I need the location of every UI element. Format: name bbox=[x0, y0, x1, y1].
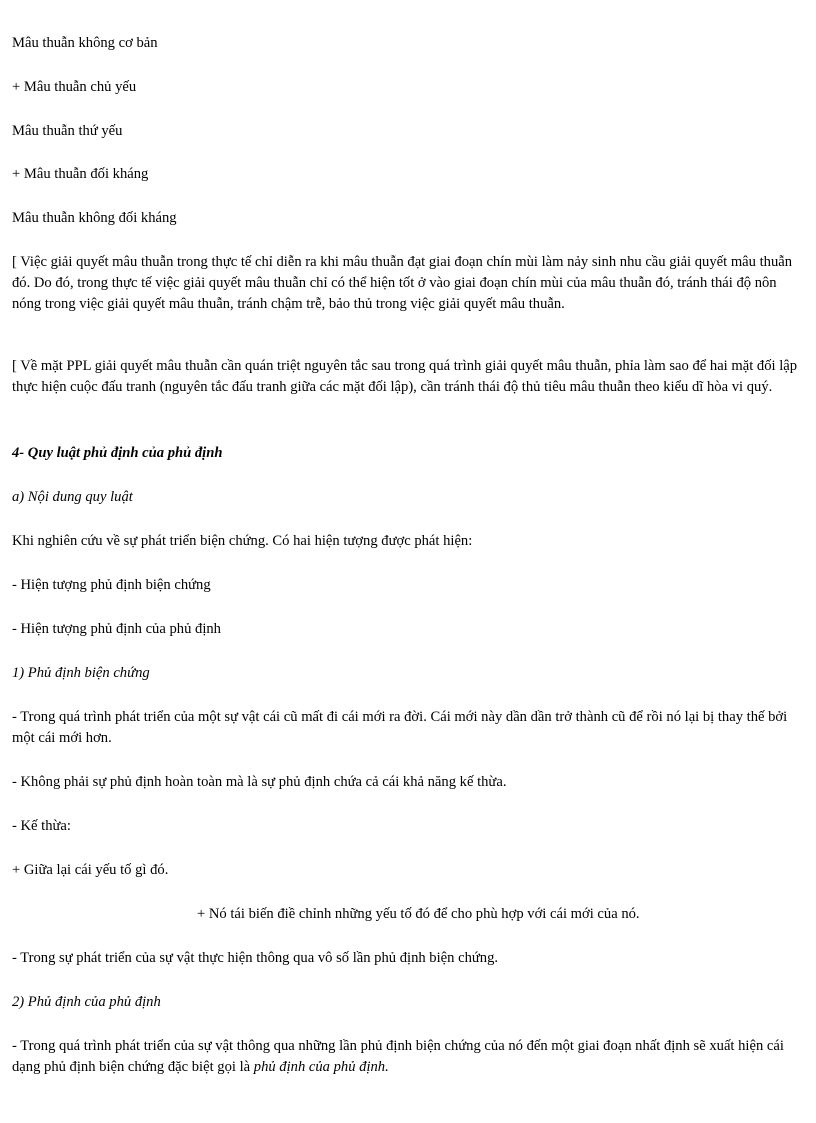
paragraph-ke-thua: - Kế thừa: bbox=[12, 818, 71, 834]
paragraph-tai-bien: + Nó tái biến điề chỉnh những yếu tố đó để cho phù hợp với cái mới của nó. bbox=[197, 906, 640, 922]
section-heading-quy-luat: 4- Quy luật phủ định của phủ định bbox=[12, 445, 223, 461]
paragraph-qua-trinh-text: - Trong quá trình phát triển của sự vật thông qua những lần phủ định biện chứng của nó đến một giai đoạn nhất định sẽ xuất hiện cái dạng phủ định biện chứng đặc biệt gọi là bbox=[12, 1038, 784, 1075]
subheading-phu-dinh-bien-chung: 1) Phủ định biện chứng bbox=[12, 665, 150, 681]
paragraph-mau-thuan-doi-khang: + Mâu thuẫn đối kháng bbox=[12, 166, 149, 182]
paragraph-qua-trinh-phat-trien: - Trong quá trình phát triển của một sự vật cái cũ mất đi cái mới ra đời. Cái mới này dần dần trở thành cũ để rồi nó lại bị thay thế bởi một cái mới hơn. bbox=[12, 709, 788, 746]
list-item-phu-dinh-bien-chung: - Hiện tượng phủ định biện chứng bbox=[12, 577, 211, 593]
paragraph-ppl-giai-quyet: [ Về mặt PPL giải quyết mâu thuẫn cần quán triệt nguyên tắc sau trong quá trình giải quyết mâu thuẫn, phỉa làm sao để hai mặt đối lập thực hiện cuộc đấu tranh (nguyên tắc đấu tranh giữa các mặt đối lập), cần tránh thái độ thủ tiêu mâu thuẫn theo kiểu dĩ hòa vi quý. bbox=[12, 358, 798, 395]
paragraph-giua-lai: + Giữa lại cái yếu tố gì đó. bbox=[12, 862, 169, 878]
paragraph-su-phat-trien: - Trong sự phát triển của sự vật thực hiện thông qua vô số lần phủ định biện chứng. bbox=[12, 950, 499, 966]
paragraph-qua-trinh-phu-dinh bbox=[12, 1036, 804, 1078]
paragraph-mau-thuan-khong-doi-khang: Mâu thuẫn không đối kháng bbox=[12, 210, 177, 226]
paragraph-mau-thuan-thu-yeu: Mâu thuẫn thứ yếu bbox=[12, 123, 123, 139]
paragraph-mau-thuan-khong-co-ban: Mâu thuẫn không cơ bản bbox=[12, 35, 158, 51]
list-item-phu-dinh-cua-phu-dinh: - Hiện tượng phủ định của phủ định bbox=[12, 621, 221, 637]
paragraph-khong-phai-phu-dinh: - Không phải sự phủ định hoàn toàn mà là sự phủ định chứa cả cái khả năng kế thừa. bbox=[12, 774, 507, 790]
paragraph-khi-nghien-cuu: Khi nghiên cứu về sự phát triển biện chứng. Có hai hiện tượng được phát hiện: bbox=[12, 533, 473, 549]
paragraph-mau-thuan-chu-yeu: + Mâu thuẫn chủ yếu bbox=[12, 79, 137, 95]
paragraph-giai-quyet-mau-thuan: [ Việc giải quyết mâu thuẫn trong thực tế chỉ diễn ra khi mâu thuẫn đạt giai đoạn chín mùi làm nảy sinh nhu cầu giải quyết mâu thuẫn đó. Do đó, trong thực tế việc giải quyết mâu thuẫn chỉ có thể hiện tốt ở vào giai đoạn chín mùi của mâu thuẫn đó, tránh thái độ nôn nóng trong việc giải quyết mâu thuẫn, tránh chậm trễ, bảo thủ trong việc giải quyết mâu thuẫn. bbox=[12, 254, 793, 312]
paragraph-qua-trinh-italic: phủ định của phủ định. bbox=[253, 1059, 389, 1075]
subheading-noi-dung: a) Nội dung quy luật bbox=[12, 489, 133, 505]
subheading-phu-dinh-cua-phu-dinh: 2) Phủ định của phủ định bbox=[12, 994, 161, 1010]
